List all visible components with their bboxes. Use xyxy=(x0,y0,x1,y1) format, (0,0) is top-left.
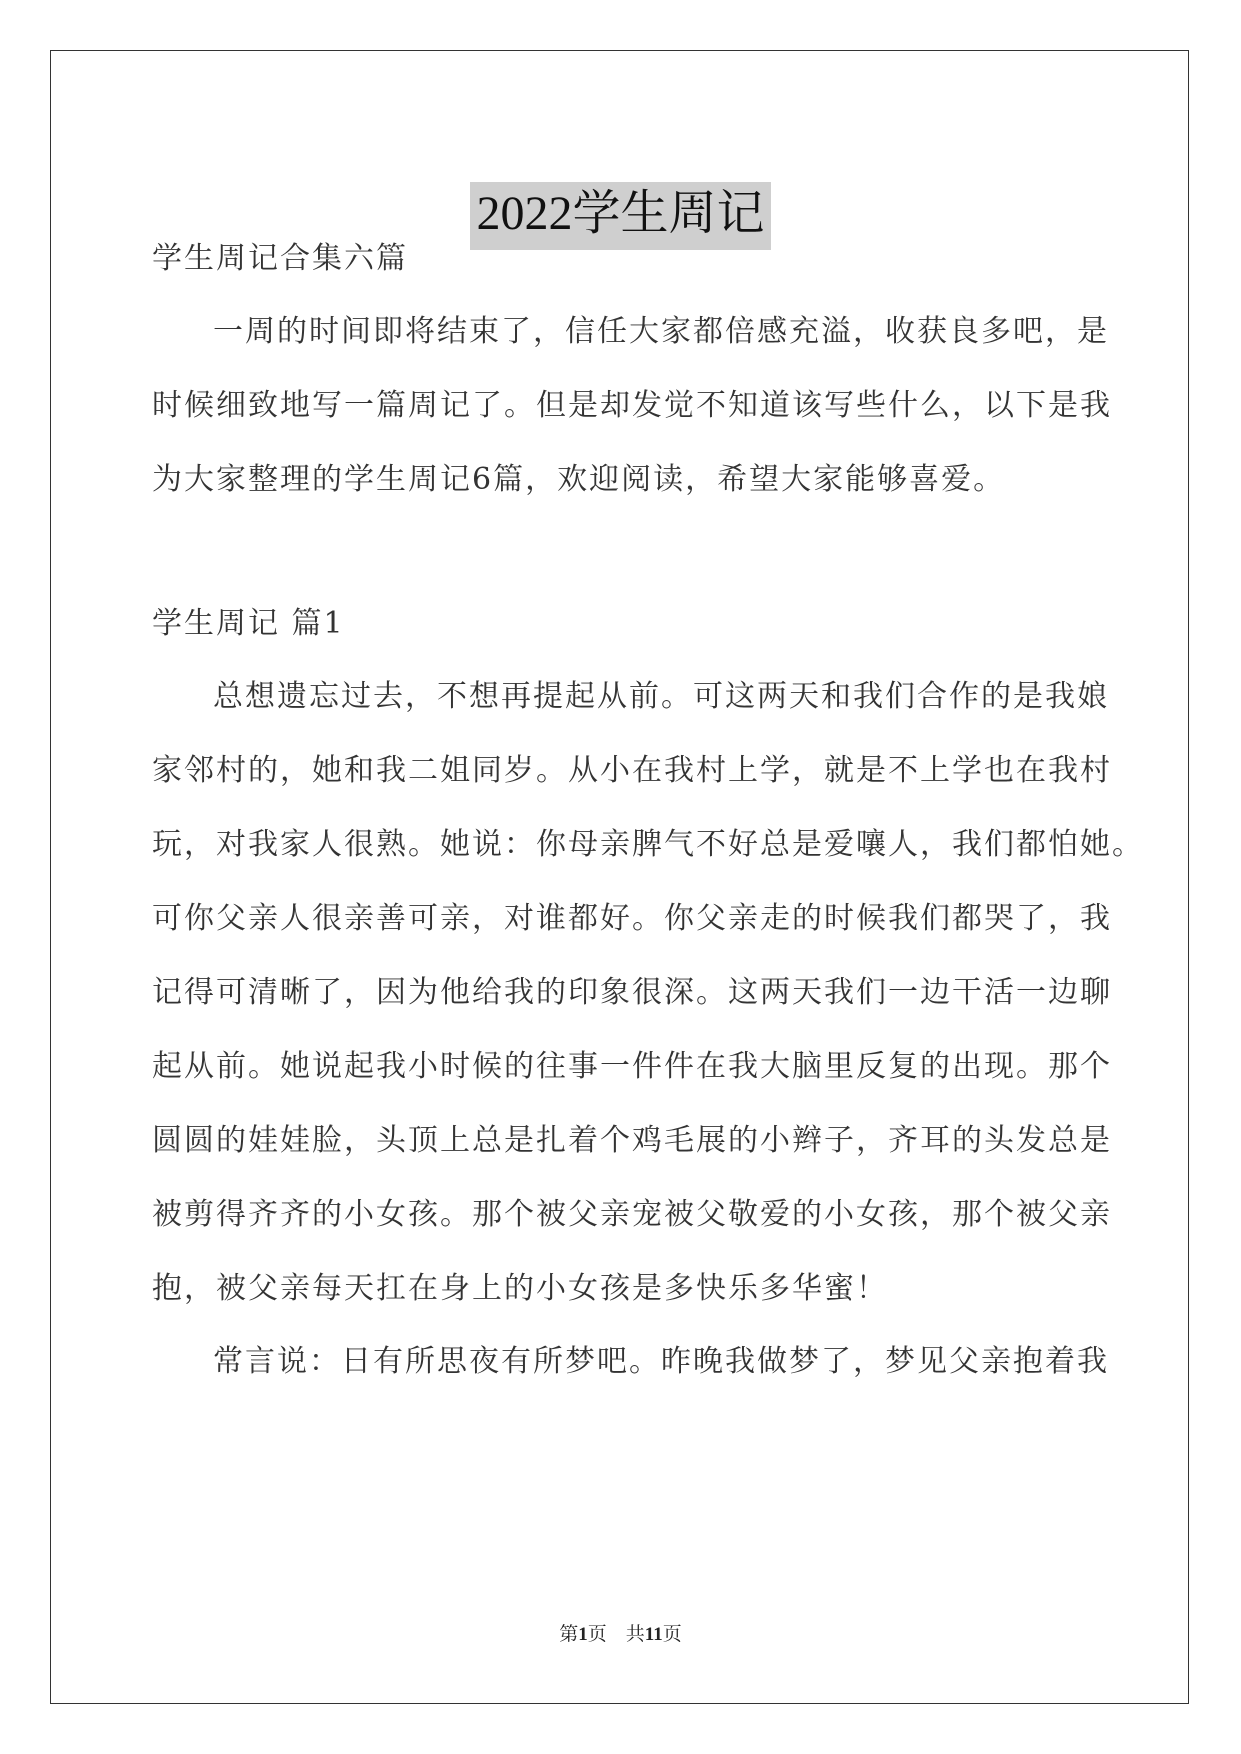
paragraph-line: 抱，被父亲每天扛在身上的小女孩是多快乐多华蜜！ xyxy=(152,1271,888,1306)
paragraph-line: 圆圆的娃娃脸，头顶上总是扎着个鸡毛展的小辫子，齐耳的头发总是 xyxy=(152,1123,1112,1158)
document-title: 2022学生周记 xyxy=(470,182,770,250)
paragraph-line: 为大家整理的学生周记6篇，欢迎阅读，希望大家能够喜爱。 xyxy=(152,462,1006,497)
paragraph-line: 时候细致地写一篇周记了。但是却发觉不知道该写些什么，以下是我 xyxy=(152,388,1112,423)
section-heading: 学生周记 篇1 xyxy=(152,606,345,641)
paragraph-line: 家邻村的，她和我二姐同岁。从小在我村上学，就是不上学也在我村 xyxy=(152,753,1112,788)
footer-page-current: 1 xyxy=(578,1624,588,1645)
paragraph-line: 起从前。她说起我小时候的往事一件件在我大脑里反复的出现。那个 xyxy=(152,1049,1112,1084)
footer-page-suffix: 页 xyxy=(662,1624,682,1645)
paragraph-line: 被剪得齐齐的小女孩。那个被父亲宠被父敬爱的小女孩，那个被父亲 xyxy=(152,1197,1112,1232)
document-subtitle: 学生周记合集六篇 xyxy=(152,241,408,276)
paragraph-line: 一周的时间即将结束了，信任大家都倍感充溢，收获良多吧，是 xyxy=(213,314,1109,349)
paragraph-line: 玩，对我家人很熟。她说：你母亲脾气不好总是爱嚷人，我们都怕她。 xyxy=(152,827,1144,862)
page-footer xyxy=(0,1619,1241,1646)
footer-page-total: 11 xyxy=(644,1624,663,1645)
paragraph-line: 记得可清晰了，因为他给我的印象很深。这两天我们一边干活一边聊 xyxy=(152,975,1112,1010)
page-border xyxy=(50,50,1189,1704)
paragraph-line: 可你父亲人很亲善可亲，对谁都好。你父亲走的时候我们都哭了，我 xyxy=(152,901,1112,936)
paragraph-line: 常言说：日有所思夜有所梦吧。昨晚我做梦了，梦见父亲抱着我 xyxy=(213,1344,1109,1379)
footer-page-mid: 页 共 xyxy=(587,1624,645,1645)
footer-page-prefix: 第 xyxy=(559,1624,579,1645)
paragraph-line: 总想遗忘过去，不想再提起从前。可这两天和我们合作的是我娘 xyxy=(213,679,1109,714)
